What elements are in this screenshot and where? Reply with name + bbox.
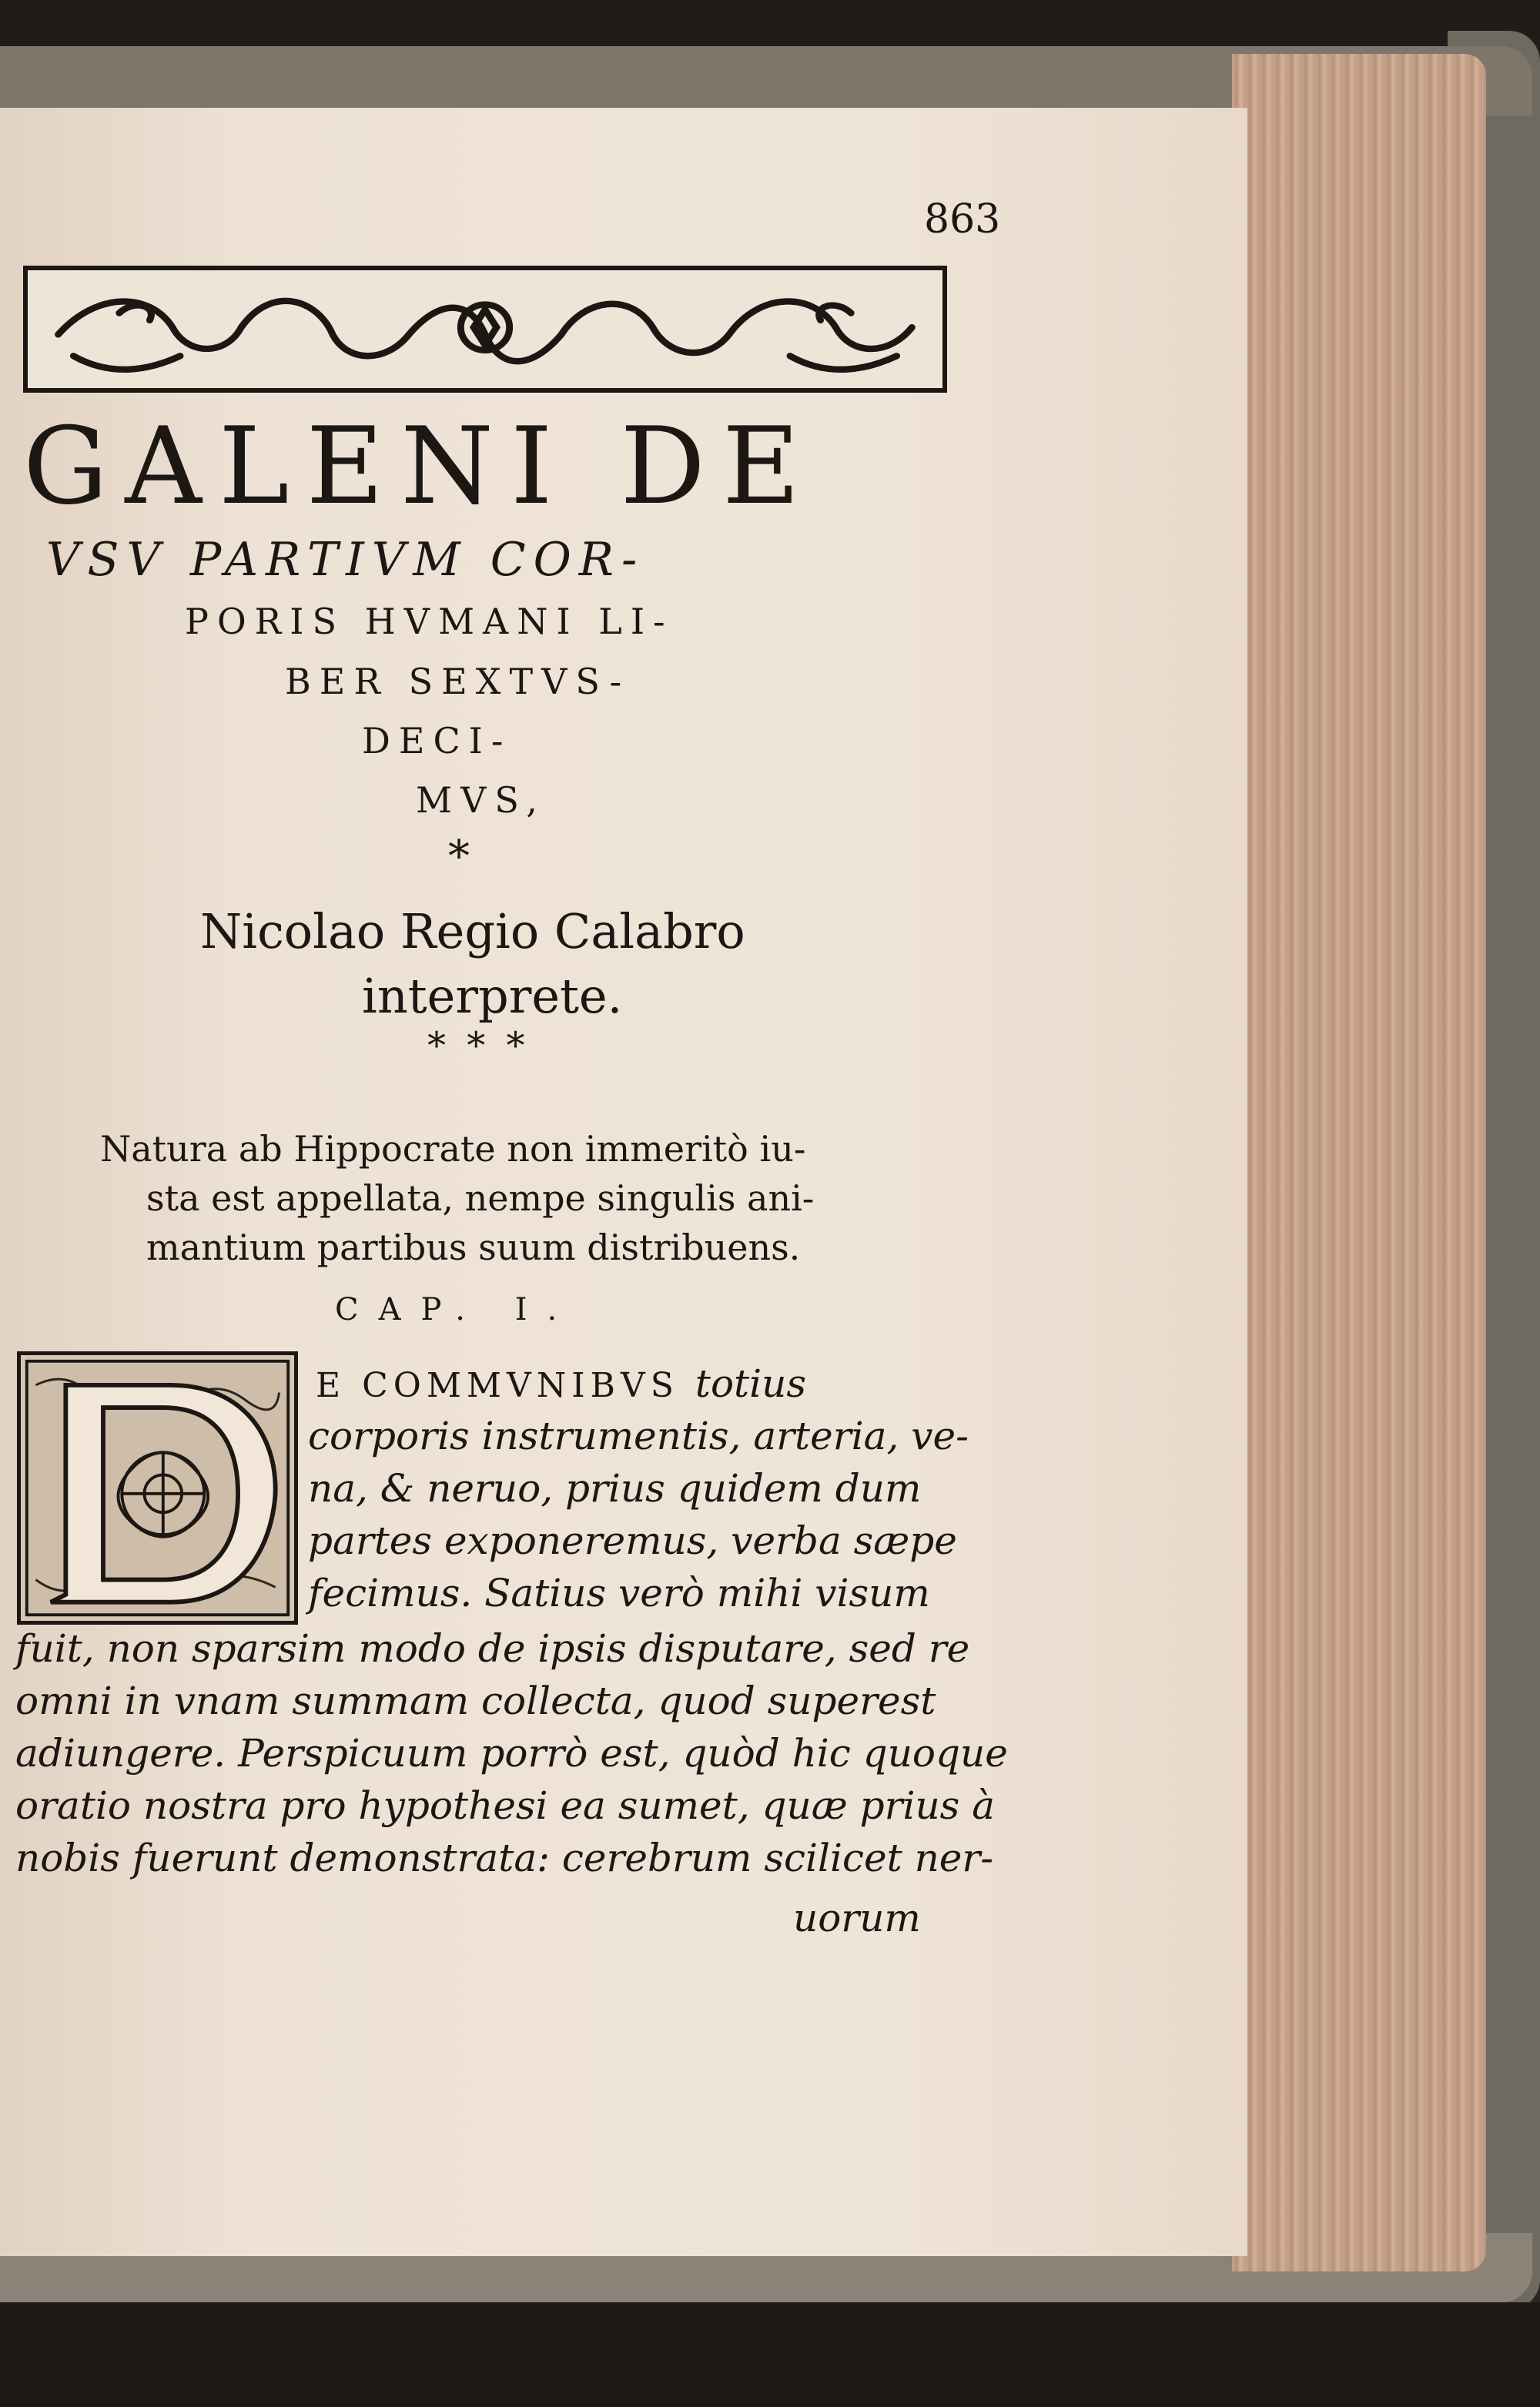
subtitle-line: VSV PARTIVM COR-	[46, 533, 645, 587]
body-line: fecimus. Satius verò mihi visum	[308, 1571, 930, 1615]
star-ornament: *	[448, 832, 470, 882]
body-line: na, & neruo, prius quidem dum	[308, 1466, 922, 1511]
body-line: corporis instrumentis, arteria, ve-	[308, 1414, 969, 1458]
page-title: GALENI DE	[23, 404, 817, 528]
body-line: fuit, non sparsim modo de ipsis disputare, sed re	[15, 1626, 970, 1671]
page-edges	[1232, 54, 1486, 2271]
body-line: adiungere. Perspicuum porrò est, quòd hic quoque	[15, 1731, 1008, 1776]
subtitle-line: MVS,	[416, 779, 546, 821]
summary-line: Natura ab Hippocrate non immeritò iu-	[100, 1128, 806, 1170]
decorated-initial-d-icon	[21, 1355, 294, 1621]
decorated-initial	[17, 1351, 298, 1625]
scroll-ornament-icon	[28, 270, 942, 388]
decorative-headpiece	[23, 266, 947, 393]
body-line: oratio nostra pro hypothesi ea sumet, quæ prius à	[15, 1783, 996, 1828]
interpreter-line: interprete.	[362, 968, 623, 1024]
subtitle-line: PORIS HVMANI LI-	[185, 601, 674, 642]
subtitle-line: BER SEXTVS-	[285, 661, 631, 702]
page-number: 863	[924, 196, 1001, 243]
subtitle-line: DECI-	[362, 720, 512, 762]
background-bottom	[0, 2302, 1540, 2407]
interpreter-line: Nicolao Regio Calabro	[200, 903, 745, 959]
body-line: nobis fuerunt demonstrata: cerebrum scilicet ner-	[15, 1836, 994, 1880]
catchword: uorum	[793, 1896, 921, 1940]
body-line-first	[316, 1361, 806, 1406]
summary-line: mantium partibus suum distribuens.	[146, 1227, 801, 1268]
summary-line: sta est appellata, nempe singulis ani-	[146, 1177, 815, 1219]
asterism-ornament: * * *	[427, 1024, 530, 1067]
body-line: omni in vnam summam collecta, quod superest	[15, 1679, 936, 1723]
chapter-heading: CAP. I.	[335, 1292, 578, 1327]
body-line: partes exponeremus, verba sæpe	[308, 1518, 957, 1563]
first-line-capitals: E COMMVNIBVS	[316, 1366, 679, 1405]
first-line-italic: totius	[695, 1361, 806, 1406]
